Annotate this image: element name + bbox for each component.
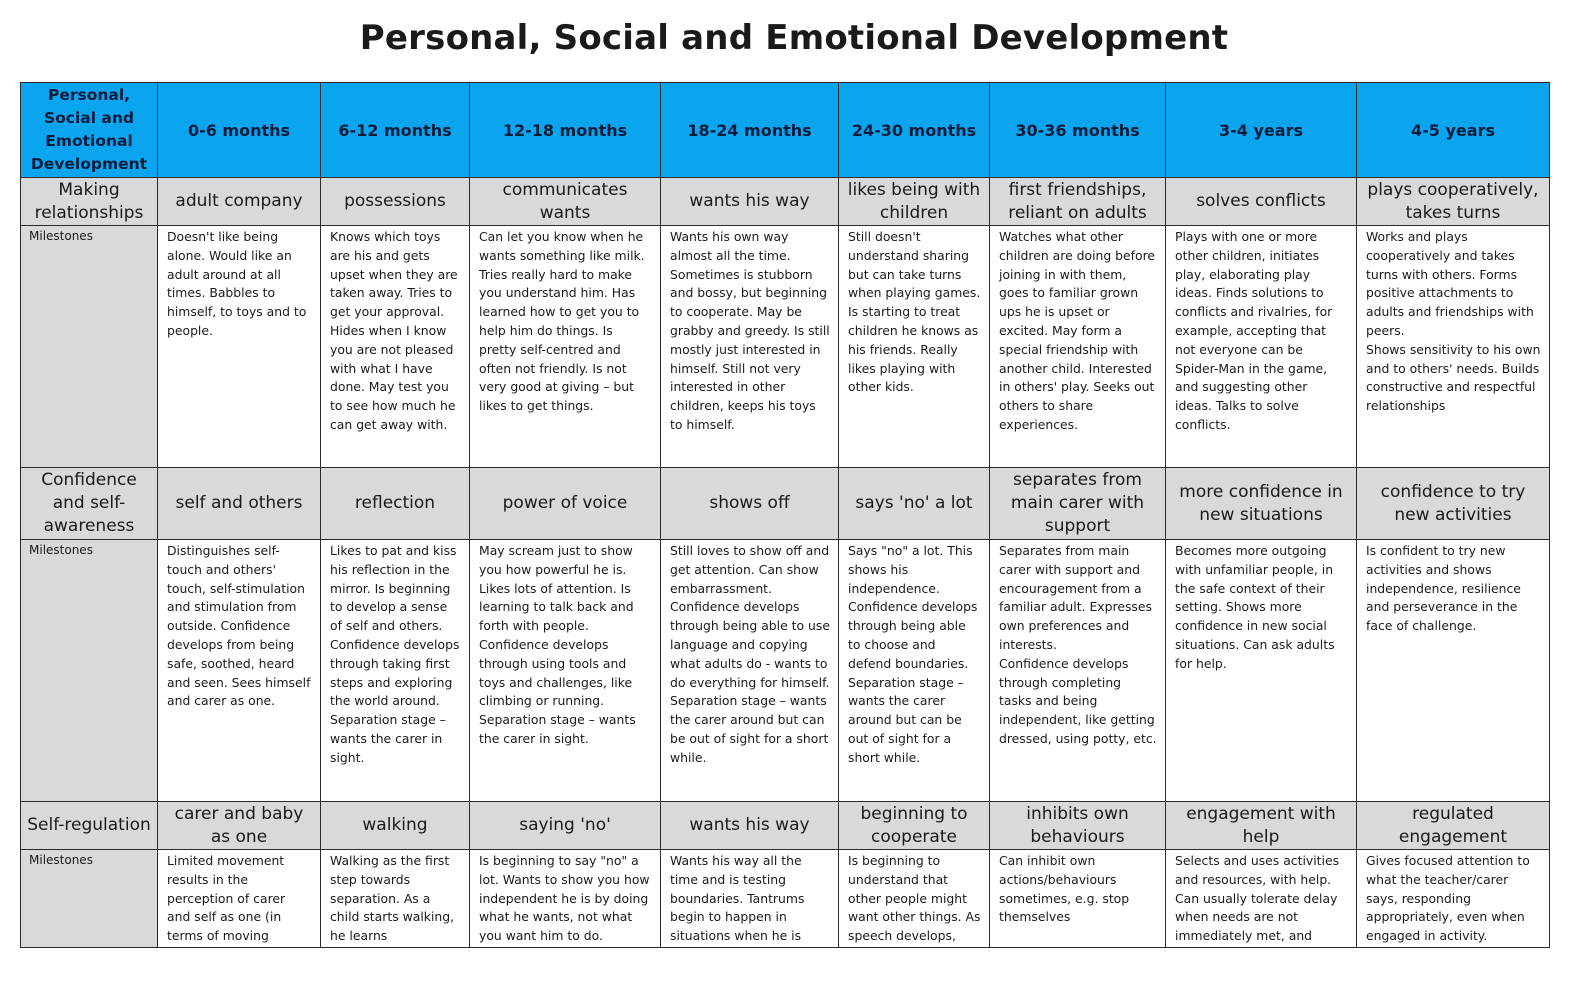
development-table: [20, 82, 1550, 948]
milestone-cell: Plays with one or more other children, initiates play, elaborating play ideas. Finds solutions to conflicts and rivalries, for example, accepting that not everyone can be Spider-Man in the game, and suggesting other ideas. Talks to solve conflicts.: [1166, 226, 1357, 468]
column-header: 12-18 months: [470, 83, 661, 178]
theme-cell: engagement with help: [1166, 802, 1357, 850]
milestone-cell: Likes to pat and kiss his reflection in the mirror. Is beginning to develop a sense of self and others. Confidence develops through taking first steps and exploring the world around. Separation stage – wants the carer in sight.: [321, 540, 470, 802]
theme-cell: solves conflicts: [1166, 178, 1357, 226]
milestone-cell: Still doesn't understand sharing but can take turns when playing games. Is starting to treat children he knows as his friends. Really likes playing with other kids.: [839, 226, 990, 468]
milestone-cell: Still loves to show off and get attention. Can show embarrassment. Confidence develops through being able to use language and copying what adults do - wants to do everything for himself. Separation stage – wants the carer around but can be out of sight for a short while.: [661, 540, 839, 802]
theme-cell: confidence to try new activities: [1357, 468, 1550, 540]
section-row-self-regulation: [21, 802, 1550, 850]
milestone-cell: Walking as the first step towards separation. As a child starts walking, he learns: [321, 850, 470, 948]
milestones-label: Milestones: [21, 226, 158, 468]
column-header: 0-6 months: [158, 83, 321, 178]
milestone-cell: Knows which toys are his and gets upset when they are taken away. Tries to get your approval. Hides when I know you are not pleased with what I have done. May test you to see how much he can get away with.: [321, 226, 470, 468]
milestone-cell: Is beginning to say "no" a lot. Wants to show you how independent he is by doing what he wants, not what you want him to do.: [470, 850, 661, 948]
theme-cell: saying 'no': [470, 802, 661, 850]
milestone-cell: Doesn't like being alone. Would like an adult around at all times. Babbles to himself, to toys and to people.: [158, 226, 321, 468]
milestones-row: [21, 540, 1550, 802]
column-header: 18-24 months: [661, 83, 839, 178]
theme-cell: regulated engagement: [1357, 802, 1550, 850]
section-row-confidence: [21, 468, 1550, 540]
milestone-cell: Selects and uses activities and resources, with help. Can usually tolerate delay when needs are not immediately met, and: [1166, 850, 1357, 948]
theme-cell: wants his way: [661, 802, 839, 850]
milestone-cell: May scream just to show you how powerful he is. Likes lots of attention. Is learning to talk back and forth with people. Confidence develops through using tools and toys and challenges, like climbing or running. Separation stage – wants the carer in sight.: [470, 540, 661, 802]
section-row-making-relationships: [21, 178, 1550, 226]
milestone-cell: Limited movement results in the perception of carer and self as one (in terms of moving: [158, 850, 321, 948]
theme-cell: reflection: [321, 468, 470, 540]
theme-cell: adult company: [158, 178, 321, 226]
milestone-cell: Says "no" a lot. This shows his independence. Confidence develops through being able to choose and defend boundaries. Separation stage – wants the carer around but can be out of sight for a short while.: [839, 540, 990, 802]
milestones-label: Milestones: [21, 540, 158, 802]
milestone-cell: Watches what other children are doing before joining in with them, goes to familiar grown ups he is upset or excited. May form a special friendship with another child. Interested in others' play. Seeks out others to share experiences.: [990, 226, 1166, 468]
theme-cell: communicates wants: [470, 178, 661, 226]
section-label: Self-regulation: [21, 802, 158, 850]
theme-cell: first friendships, reliant on adults: [990, 178, 1166, 226]
milestone-cell: Separates from main carer with support and encouragement from a familiar adult. Expresses own preferences and interests. Confidence develops through completing tasks and being independent, like getting dressed, using potty, etc.: [990, 540, 1166, 802]
milestone-cell: Works and plays cooperatively and takes turns with others. Forms positive attachments to adults and friendships with peers. Shows sensitivity to his own and to others' needs. Builds constructive and respectful relationships: [1357, 226, 1550, 468]
column-header: 4-5 years: [1357, 83, 1550, 178]
theme-cell: wants his way: [661, 178, 839, 226]
theme-cell: likes being with children: [839, 178, 990, 226]
theme-cell: separates from main carer with support: [990, 468, 1166, 540]
milestone-cell: Is confident to try new activities and shows independence, resilience and perseverance in the face of challenge.: [1357, 540, 1550, 802]
milestones-label: Milestones: [21, 850, 158, 948]
theme-cell: more confidence in new situations: [1166, 468, 1357, 540]
column-header: 30-36 months: [990, 83, 1166, 178]
milestone-cell: Can let you know when he wants something like milk. Tries really hard to make you understand him. Has learned how to get you to help him do things. Is pretty self-centred and often not friendly. Is not very good at giving – but likes to get things.: [470, 226, 661, 468]
milestone-cell: Can inhibit own actions/behaviours sometimes, e.g. stop themselves: [990, 850, 1166, 948]
milestone-cell: Becomes more outgoing with unfamiliar people, in the safe context of their setting. Shows more confidence in new social situations. Can ask adults for help.: [1166, 540, 1357, 802]
theme-cell: possessions: [321, 178, 470, 226]
milestones-row: [21, 226, 1550, 468]
header-corner: Personal, Social and Emotional Development: [21, 83, 158, 178]
section-label: Confidence and self-awareness: [21, 468, 158, 540]
theme-cell: walking: [321, 802, 470, 850]
theme-cell: power of voice: [470, 468, 661, 540]
milestone-cell: Wants his way all the time and is testing boundaries. Tantrums begin to happen in situations when he is: [661, 850, 839, 948]
milestone-cell: Distinguishes self-touch and others' touch, self-stimulation and stimulation from outside. Confidence develops from being safe, soothed, heard and seen. Sees himself and carer as one.: [158, 540, 321, 802]
header-row: [21, 83, 1550, 178]
theme-cell: self and others: [158, 468, 321, 540]
milestone-cell: Is beginning to understand that other people might want other things. As speech develops,: [839, 850, 990, 948]
theme-cell: says 'no' a lot: [839, 468, 990, 540]
theme-cell: inhibits own behaviours: [990, 802, 1166, 850]
theme-cell: carer and baby as one: [158, 802, 321, 850]
milestones-row: [21, 850, 1550, 948]
milestone-cell: Wants his own way almost all the time. Sometimes is stubborn and bossy, but beginning to cooperate. May be grabby and greedy. Is still mostly just interested in himself. Still not very interested in other children, keeps his toys to himself.: [661, 226, 839, 468]
theme-cell: plays cooperatively, takes turns: [1357, 178, 1550, 226]
column-header: 6-12 months: [321, 83, 470, 178]
column-header: 3-4 years: [1166, 83, 1357, 178]
column-header: 24-30 months: [839, 83, 990, 178]
theme-cell: shows off: [661, 468, 839, 540]
section-label: Making relationships: [21, 178, 158, 226]
page-title: Personal, Social and Emotional Development: [359, 18, 1229, 58]
milestone-cell: Gives focused attention to what the teacher/carer says, responding appropriately, even when engaged in activity.: [1357, 850, 1550, 948]
theme-cell: beginning to cooperate: [839, 802, 990, 850]
